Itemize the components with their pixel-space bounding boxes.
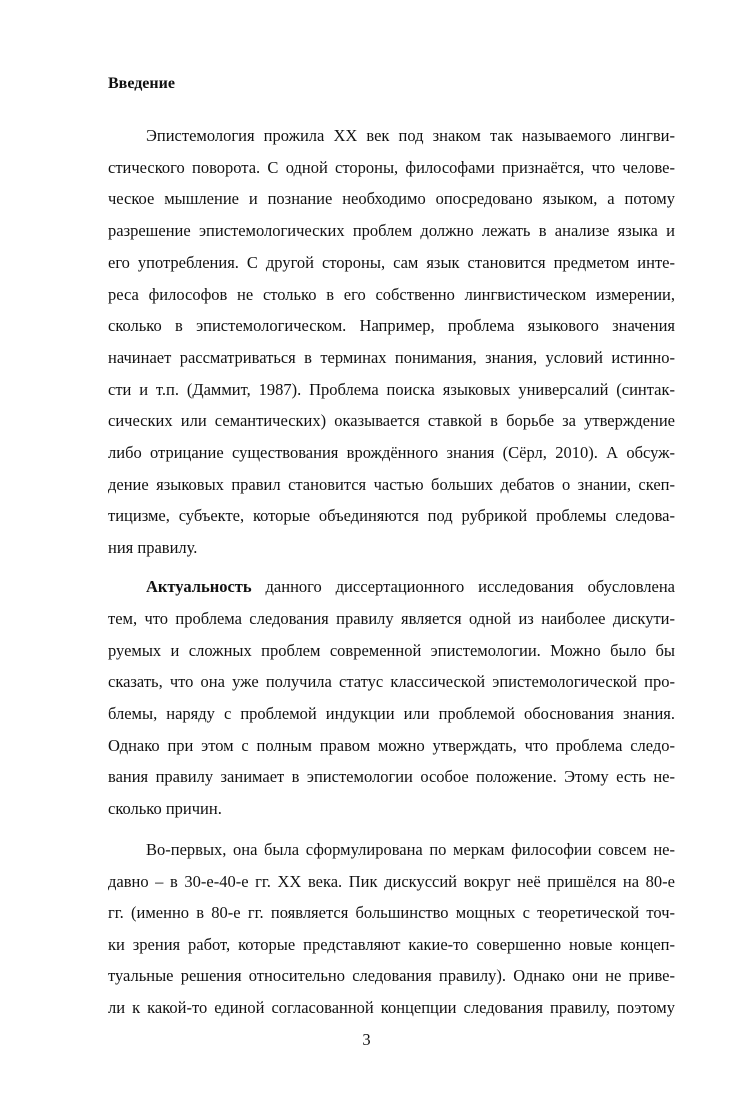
paragraph-text: данного диссертационного исследования обусловлена: [251, 577, 675, 596]
paragraph-line: ли к какой-то единой согласованной концепции следования правилу, поэтому: [108, 998, 675, 1017]
paragraph-line: блемы, наряду с проблемой индукции или проблемой обоснования знания.: [108, 704, 675, 723]
paragraph-line: сти и т.п. (Даммит, 1987). Проблема поиска языковых универсалий (синтак-: [108, 380, 675, 399]
paragraph-line: [146, 577, 675, 597]
paragraph-line: сколько в эпистемологическом. Например, проблема языкового значения: [108, 316, 675, 335]
paragraph-line: его употребления. С другой стороны, сам язык становится предметом инте-: [108, 253, 675, 272]
paragraph-line: гг. (именно в 80-е гг. появляется большинство мощных с теоретической точ-: [108, 903, 675, 922]
paragraph-line: тицизме, субъекте, которые объединяются под рубрикой проблемы следова-: [108, 506, 675, 525]
paragraph-line: ния правилу.: [108, 538, 198, 557]
paragraph-line: ческое мышление и познание необходимо опосредовано языком, а потому: [108, 189, 675, 208]
paragraph-line: реса философов не столько в его собственно лингвистическом измерении,: [108, 285, 675, 304]
paragraph-line: Эпистемология прожила XX век под знаком так называемого лингви-: [146, 126, 675, 145]
paragraph-line: разрешение эпистемологических проблем должно лежать в анализе языка и: [108, 221, 675, 240]
paragraph-line: Однако при этом с полным правом можно утверждать, что проблема следо-: [108, 736, 675, 755]
term-bold: Актуальность: [146, 577, 252, 596]
paragraph-line: сказать, что она уже получила статус классической эпистемологической про-: [108, 672, 675, 691]
paragraph-line: сических или семантических) оказывается ставкой в борьбе за утверждение: [108, 411, 675, 430]
page-number: 3: [362, 1030, 371, 1049]
paragraph-line: сколько причин.: [108, 799, 222, 818]
paragraph-line: дение языковых правил становится частью больших дебатов о знании, скеп-: [108, 475, 675, 494]
paragraph-line: руемых и сложных проблем современной эпистемологии. Можно было бы: [108, 641, 675, 660]
paragraph-line: вания правилу занимает в эпистемологии особое положение. Этому есть не-: [108, 767, 675, 786]
paragraph-line: либо отрицание существования врождённого знания (Сёрл, 2010). А обсуж-: [108, 443, 675, 462]
paragraph-line: начинает рассматриваться в терминах понимания, знания, условий истинно-: [108, 348, 675, 367]
section-heading: Введение: [108, 75, 175, 92]
paragraph-line: Во-первых, она была сформулирована по меркам философии совсем не-: [146, 840, 675, 859]
paragraph-line: давно – в 30-е-40-е гг. XX века. Пик дискуссий вокруг неё пришёлся на 80-е: [108, 872, 675, 891]
paragraph-line: туальные решения относительно следования правилу). Однако они не приве-: [108, 966, 675, 985]
paragraph-line: стического поворота. С одной стороны, философами признаётся, что челове-: [108, 158, 675, 177]
paragraph-line: тем, что проблема следования правилу является одной из наиболее дискути-: [108, 609, 675, 628]
paragraph-line: ки зрения работ, которые представляют какие-то совершенно новые концеп-: [108, 935, 675, 954]
